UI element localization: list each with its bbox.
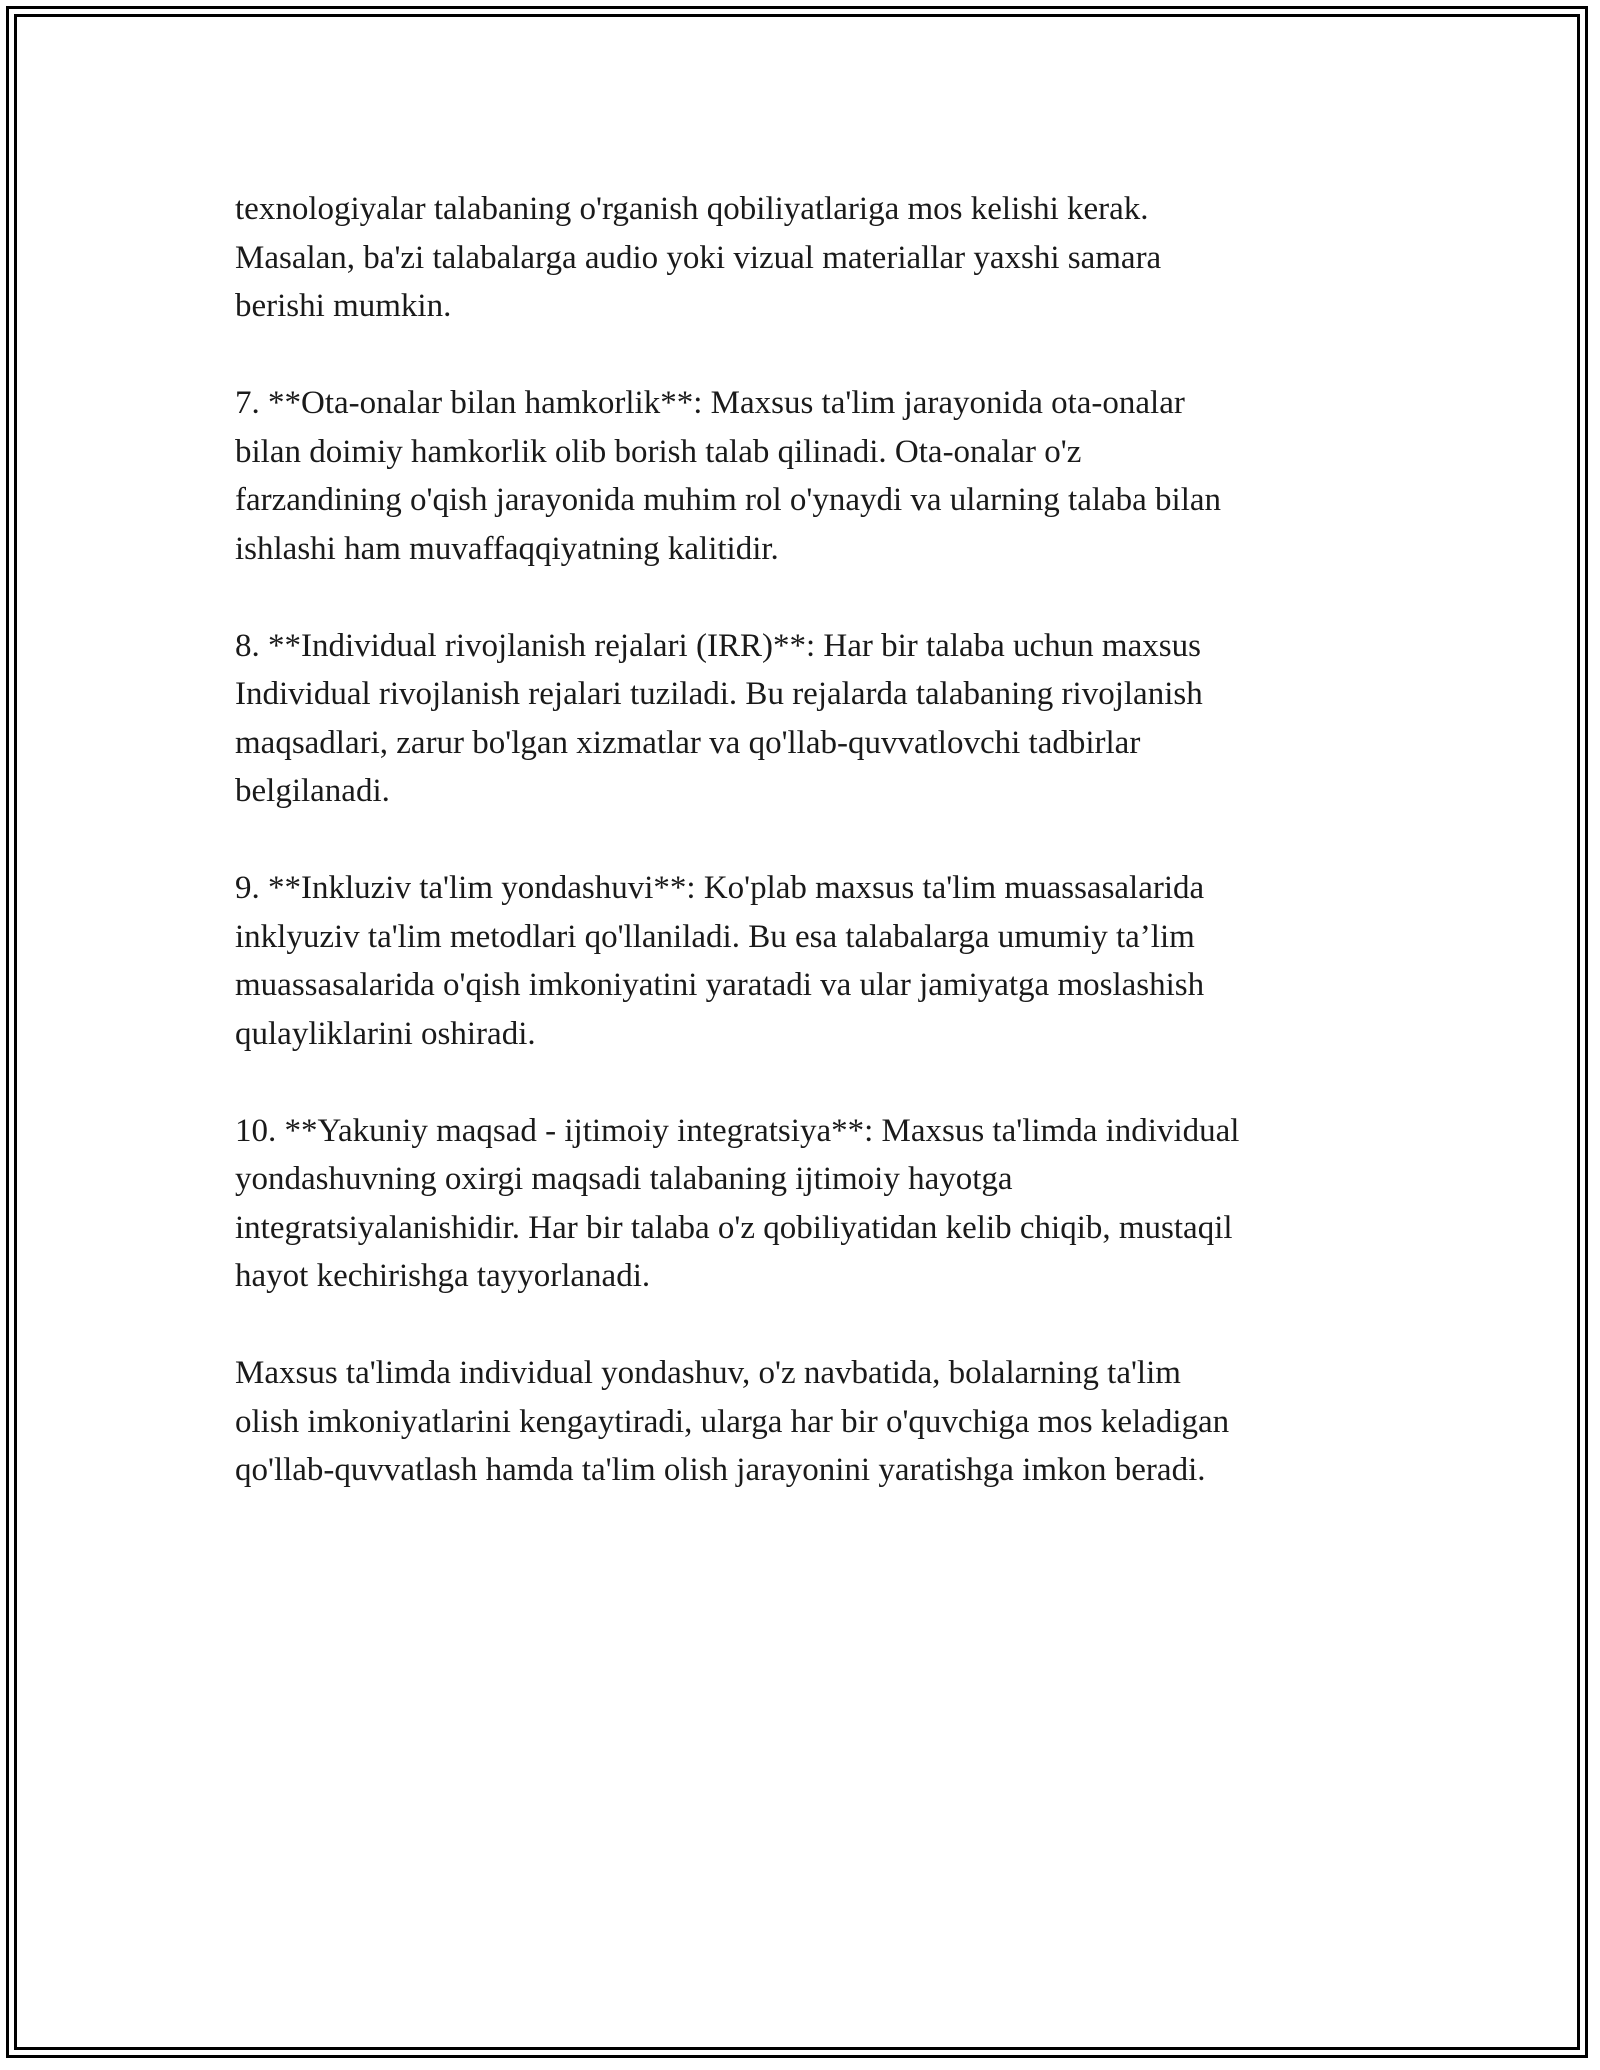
paragraph-conclusion: Maxsus ta'limda individual yondashuv, o'z navbatida, bolalarning ta'lim olish imkoniyatlarini kengaytiradi, ularga har bir o'quvchiga mos keladigan qo'llab-quvvatlash hamda ta'lim olish jarayonini yaratishga imkon beradi. (235, 1355, 1230, 1488)
paragraph-item-10: 10. **Yakuniy maqsad - ijtimoiy integratsiya**: Maxsus ta'limda individual yondashuvning oxirgi maqsadi talabaning ijtimoiy hayotga integratsiyalanishidir. Har bir talaba o'z qobiliyatidan kelib chiqib, mustaqil hayot kechirishga tayyorlanadi. (235, 1112, 1240, 1294)
paragraph-item-7: 7. **Ota-onalar bilan hamkorlik**: Maxsus ta'lim jarayonida ota-onalar bilan doimiy hamkorlik olib borish talab qilinadi. Ota-onalar o'z farzandining o'qish jarayonida muhim rol o'ynaydi va ularning talaba bilan ishlashi ham muvaffaqqiyatning kalitidir. (235, 385, 1222, 567)
paragraph-item-9: 9. **Inkluziv ta'lim yondashuvi**: Ko'plab maxsus ta'lim muassasalarida inklyuziv ta'lim metodlari qo'llaniladi. Bu esa talabalarga umumiy ta’lim muassasalarida o'qish imkoniyatini yaratadi va ular jamiyatga moslashish qulayliklarini oshiradi. (235, 870, 1205, 1052)
paragraph-item-8: 8. **Individual rivojlanish rejalari (IRR)**: Har bir talaba uchun maxsus Individual rivojlanish rejalari tuziladi. Bu rejalarda talabaning rivojlanish maqsadlari, zarur bo'lgan xizmatlar va qo'llab-quvvatlovchi tadbirlar belgilanadi. (235, 627, 1203, 809)
paragraph-continuation: texnologiyalar talabaning o'rganish qobiliyatlariga mos kelishi kerak. Masalan, ba'zi talabalarga audio yoki vizual materiallar yaxshi samara berishi mumkin. (235, 191, 1162, 324)
document-body (235, 185, 1385, 1543)
